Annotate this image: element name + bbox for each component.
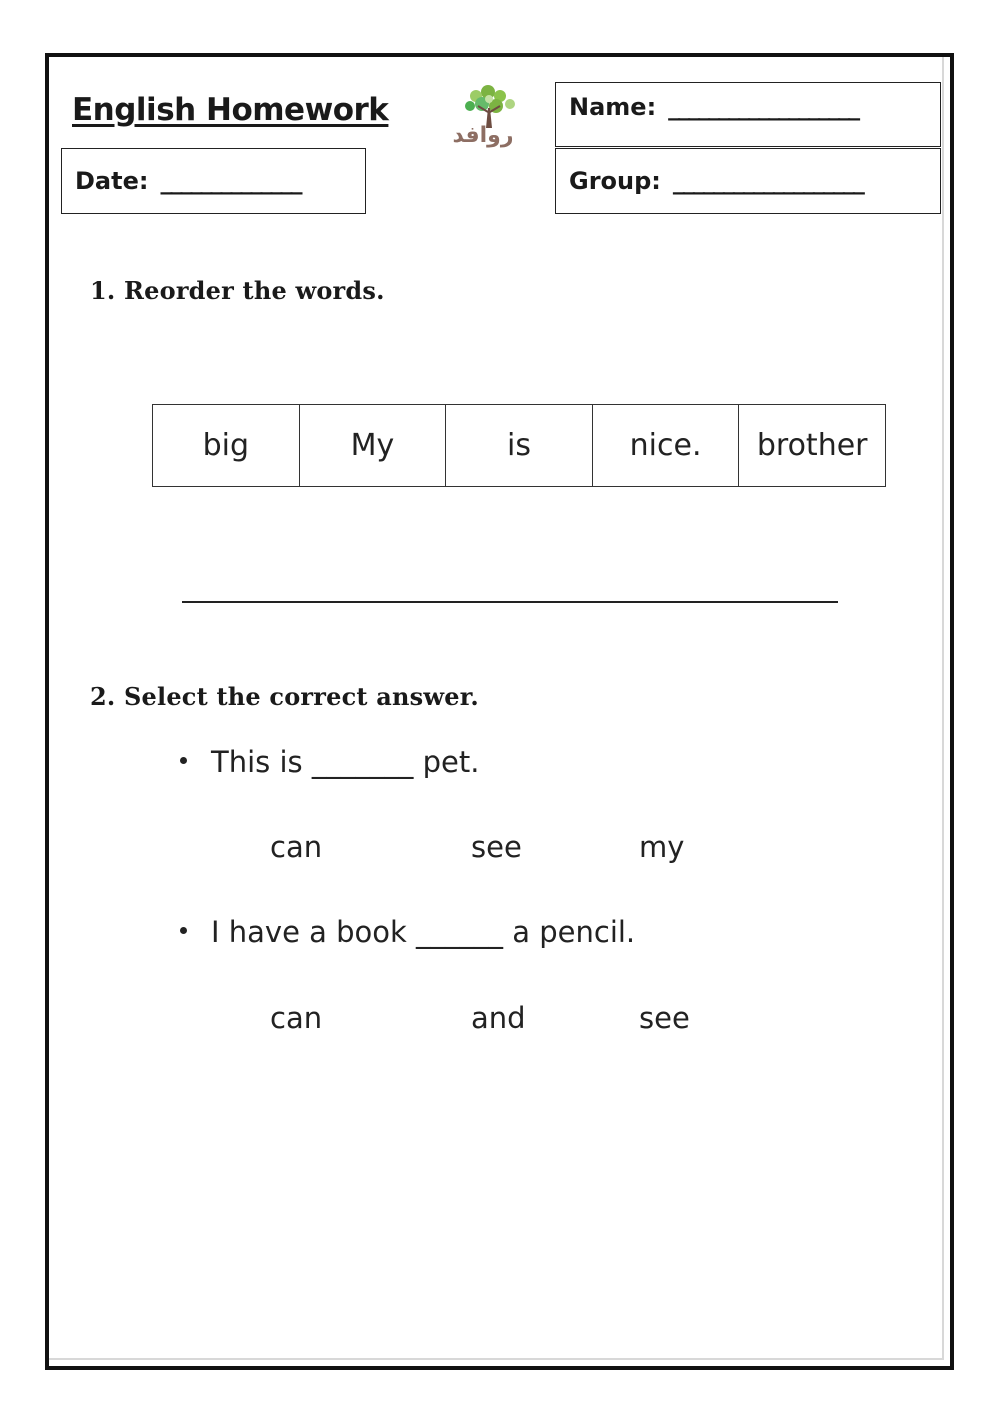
question-1 <box>180 745 479 779</box>
worksheet-title: English Homework <box>72 92 389 128</box>
word-tile[interactable]: My <box>299 405 446 487</box>
q1-option-see[interactable]: see <box>471 830 522 864</box>
tree-icon <box>465 85 515 128</box>
group-field[interactable]: ___________________ <box>672 167 863 195</box>
name-box <box>555 82 941 147</box>
question-2-sentence: I have a book ______ a pencil. <box>211 915 636 949</box>
q2-option-can[interactable]: can <box>270 1001 323 1035</box>
group-label: Group: <box>569 167 661 195</box>
date-box <box>61 148 366 214</box>
q2-option-see[interactable]: see <box>639 1001 690 1035</box>
name-label: Name: <box>569 93 657 121</box>
word-tile[interactable]: nice. <box>592 405 739 487</box>
q1-option-can[interactable]: can <box>270 830 323 864</box>
name-field[interactable]: ___________________ <box>668 93 859 121</box>
q2-option-and[interactable]: and <box>471 1001 526 1035</box>
group-box <box>555 148 941 214</box>
date-field[interactable]: ______________ <box>160 167 301 195</box>
bullet-icon <box>180 757 187 764</box>
school-logo <box>430 82 536 148</box>
bullet-icon <box>180 927 187 934</box>
reorder-answer-line[interactable] <box>182 601 838 603</box>
word-tile[interactable]: big <box>153 405 300 487</box>
reorder-heading: 1. Reorder the words. <box>90 276 385 305</box>
q1-option-my[interactable]: my <box>639 830 685 864</box>
page-border <box>45 53 954 1370</box>
word-table <box>152 404 886 487</box>
word-tile[interactable]: is <box>446 405 593 487</box>
select-heading: 2. Select the correct answer. <box>90 682 479 711</box>
question-2 <box>180 915 635 949</box>
logo-text: روافد <box>452 123 514 148</box>
date-label: Date: <box>75 167 149 195</box>
word-tile[interactable]: brother <box>739 405 886 487</box>
question-1-sentence: This is _______ pet. <box>211 745 480 779</box>
